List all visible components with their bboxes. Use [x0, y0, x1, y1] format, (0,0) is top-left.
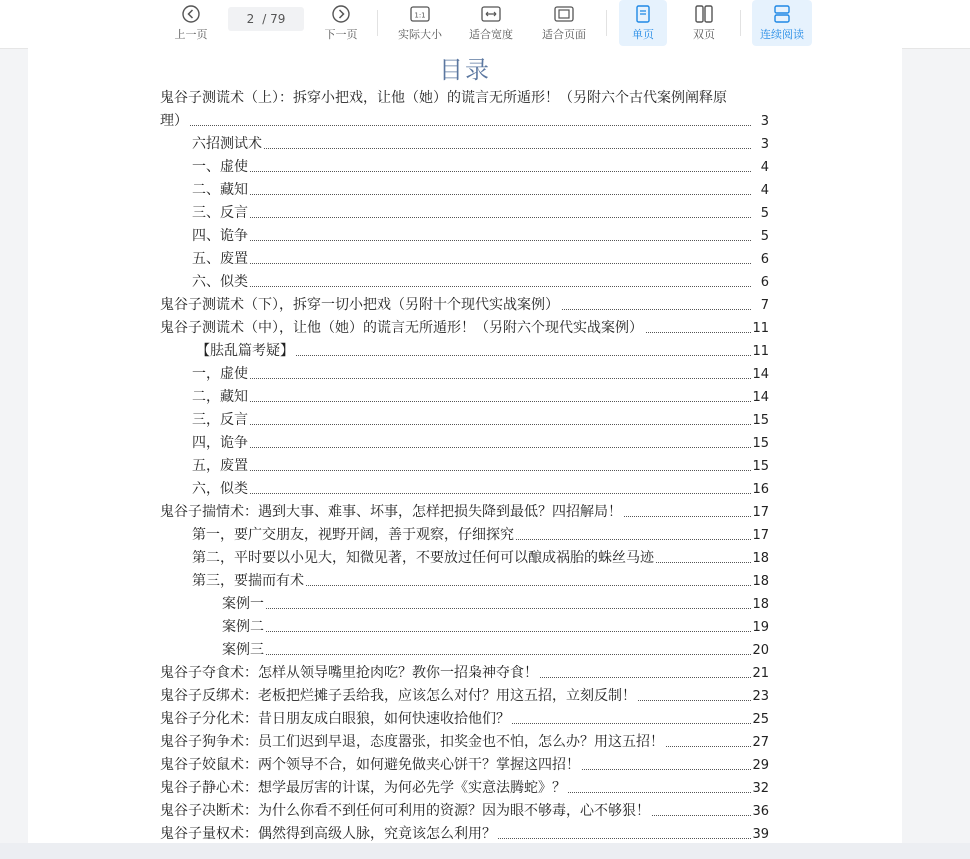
toc-entry-page: 29: [752, 754, 769, 777]
toolbar-divider: [606, 10, 607, 36]
toc-entry-text: 鬼谷子分化术：昔日朋友成白眼狼，如何快速收拾他们？: [160, 708, 512, 731]
toc-entry-page: 39: [752, 823, 769, 846]
toc-entry-text: 理）: [160, 110, 190, 133]
dot-leader: [196, 286, 751, 287]
toc-entry-text: 鬼谷子姣鼠术：两个领导不合，如何避免做夹心饼干？掌握这四招！: [160, 754, 582, 777]
total-pages: / 79: [262, 12, 286, 26]
toc-entry[interactable]: [160, 317, 769, 340]
toc-entry-text: 鬼谷子测谎术（中），让他（她）的谎言无所遁形！（另附六个现代实战案例）: [160, 317, 645, 340]
toc-entry[interactable]: [160, 524, 769, 547]
double-page-button[interactable]: [680, 0, 728, 46]
toc-entry[interactable]: [160, 386, 769, 409]
dot-leader: [196, 493, 751, 494]
toc-entry[interactable]: [160, 340, 769, 363]
toc-entry-page: 27: [752, 731, 769, 754]
toc-entry[interactable]: [160, 547, 769, 570]
dot-leader: [196, 240, 751, 241]
toc-entry-text: 一，虚使: [192, 363, 250, 386]
toc-entry-text: 六、似类: [192, 271, 250, 294]
toc-entry-page: 18: [752, 570, 769, 593]
toc-entry-page: 16: [752, 478, 769, 501]
toc-entry-page: 32: [752, 777, 769, 800]
toc-entry[interactable]: [160, 110, 769, 133]
toc-entry[interactable]: [160, 409, 769, 432]
toc-entry[interactable]: [160, 777, 769, 800]
toc-entry[interactable]: [160, 593, 769, 616]
toolbar-divider: [740, 10, 741, 36]
toc-entry-page: 4: [761, 156, 769, 179]
toc-entry-page: 5: [761, 202, 769, 225]
single-page-icon: [632, 3, 654, 25]
toc-entry[interactable]: [160, 455, 769, 478]
dot-leader: [226, 631, 751, 632]
toc-entry-text: 鬼谷子狗争术：员工们迟到早退，态度嚣张，扣奖金也不怕，怎么办？用这五招！: [160, 731, 666, 754]
double-page-icon: [693, 3, 715, 25]
toc-entry[interactable]: [160, 133, 769, 156]
toc-entry-page: 20: [752, 639, 769, 662]
next-page-label: 下一页: [324, 28, 358, 41]
toc-entry-text: 二，藏知: [192, 386, 250, 409]
toc-entry-text: 鬼谷子反绑术：老板把烂摊子丢给我，应该怎么对付？用这五招，立刻反制！: [160, 685, 638, 708]
svg-text:1:1: 1:1: [414, 11, 426, 20]
toc-entry-text: 三，反言: [192, 409, 250, 432]
toc-title: 目录: [439, 56, 491, 84]
toc-entry[interactable]: [160, 685, 769, 708]
toc-entry[interactable]: [160, 225, 769, 248]
toc-entry-page: 5: [761, 225, 769, 248]
toc-entry[interactable]: [160, 570, 769, 593]
chevron-right-icon: [330, 3, 352, 25]
continuous-reading-label: 连续阅读: [760, 28, 804, 41]
toc-entry[interactable]: [160, 202, 769, 225]
toc-entry-text: 一、虚使: [192, 156, 250, 179]
toc-entry[interactable]: [160, 754, 769, 777]
dot-leader: [196, 148, 751, 149]
toc-entry-text: 五、废置: [192, 248, 250, 271]
toc-entry-text: 第一，要广交朋友，视野开阔，善于观察，仔细探究: [192, 524, 516, 547]
dot-leader: [196, 424, 751, 425]
toc-entry[interactable]: [160, 616, 769, 639]
toc-entry[interactable]: [160, 662, 769, 685]
continuous-reading-button[interactable]: [752, 0, 812, 46]
toc-entry[interactable]: [160, 800, 769, 823]
toc-entry-page: 25: [752, 708, 769, 731]
toc-entry-text: 鬼谷子量权术：偶然得到高级人脉，究竟该怎么利用？: [160, 823, 498, 846]
dot-leader: [196, 447, 751, 448]
dot-leader: [196, 378, 751, 379]
dot-leader: [196, 194, 751, 195]
dot-leader: [196, 171, 751, 172]
toc-entry-page: 14: [752, 386, 769, 409]
toc-entry-text: 六招测试术: [192, 133, 264, 156]
prev-page-button[interactable]: [168, 0, 214, 46]
double-page-label: 双页: [693, 28, 715, 41]
dot-leader: [196, 401, 751, 402]
document-page: [28, 48, 902, 843]
bottom-bar: [0, 843, 970, 859]
toc-entry-page: 6: [761, 271, 769, 294]
continuous-reading-icon: [771, 3, 793, 25]
toc-entry-page: 18: [752, 593, 769, 616]
fit-page-button[interactable]: [534, 0, 594, 46]
dot-leader: [226, 654, 751, 655]
toc-entry-text: 二、藏知: [192, 179, 250, 202]
toc-entry-text: 第三，要揣而有术: [192, 570, 306, 593]
toc-entry-text: 四、诡争: [192, 225, 250, 248]
dot-leader: [196, 263, 751, 264]
fit-width-button[interactable]: [462, 0, 520, 46]
toc-entry-text: 三、反言: [192, 202, 250, 225]
toc-entry-page: 4: [761, 179, 769, 202]
toc-entry-page: 15: [752, 409, 769, 432]
toc-entry-page: 17: [752, 501, 769, 524]
fit-width-icon: [480, 3, 502, 25]
toc-entry[interactable]: [160, 363, 769, 386]
toc-entry-page: 17: [752, 524, 769, 547]
toc-entry[interactable]: [160, 156, 769, 179]
toc-entry-page: 23: [752, 685, 769, 708]
toc-entry-text: 鬼谷子揣情术：遇到大事、难事、坏事，怎样把损失降到最低？四招解局！: [160, 501, 624, 524]
fit-width-label: 适合宽度: [469, 28, 513, 41]
toc-entry-text: 案例二: [222, 616, 266, 639]
toc-entry-page: 14: [752, 363, 769, 386]
current-page: 2: [246, 12, 255, 26]
chevron-left-icon: [180, 3, 202, 25]
toc-entry-page: 3: [761, 133, 769, 156]
toc-entry-text: 鬼谷子夺食术：怎样从领导嘴里抢肉吃？教你一招枭神夺食！: [160, 662, 540, 685]
toc-entry-page: 21: [752, 662, 769, 685]
toc-entry-text: 【胠乱篇考疑】: [196, 340, 296, 363]
toc-entry-page: 18: [752, 547, 769, 570]
toc-entry-page: 11: [752, 340, 769, 363]
toc-entry-text: 案例一: [222, 593, 266, 616]
actual-size-label: 实际大小: [398, 28, 442, 41]
single-page-label: 单页: [632, 28, 654, 41]
toc-entry-text: 五，废置: [192, 455, 250, 478]
toc-entry-page: 6: [761, 248, 769, 271]
toc-entry-text: 鬼谷子决断术：为什么你看不到任何可利用的资源？因为眼不够毒，心不够狠！: [160, 800, 652, 823]
next-page-button[interactable]: [318, 0, 364, 46]
toc-entry-page: 11: [752, 317, 769, 340]
toc-entry-page: 15: [752, 432, 769, 455]
dot-leader: [196, 470, 751, 471]
toolbar: [0, 0, 970, 49]
toc-entry-text: 第二，平时要以小见大，知微见著，不要放过任何可以酿成祸胎的蛛丝马迹: [192, 547, 656, 570]
single-page-button[interactable]: [619, 0, 667, 46]
prev-page-label: 上一页: [174, 28, 208, 41]
toc-entry-text: 四，诡争: [192, 432, 250, 455]
toc-entry-text: 六，似类: [192, 478, 250, 501]
toc-entry[interactable]: [160, 708, 769, 731]
toc-entry-page: 36: [752, 800, 769, 823]
toc-entry[interactable]: [160, 271, 769, 294]
toc-entry[interactable]: [160, 478, 769, 501]
fit-page-label: 适合页面: [542, 28, 586, 41]
toc-entry-page: 15: [752, 455, 769, 478]
dot-leader: [196, 217, 751, 218]
toc-entry[interactable]: [160, 432, 769, 455]
toc-entry[interactable]: [160, 501, 769, 524]
toc-entry-text: 鬼谷子静心术：想学最厉害的计谋，为何必先学《实意法腾蛇》？: [160, 777, 568, 800]
toc-entry-text: 鬼谷子测谎术（下），拆穿一切小把戏（另附十个现代实战案例）: [160, 294, 561, 317]
toc-entry[interactable]: [160, 179, 769, 202]
toc-entry-page: 7: [761, 294, 769, 317]
toc-entry-page: 19: [752, 616, 769, 639]
dot-leader: [184, 125, 751, 126]
toolbar-divider: [377, 10, 378, 36]
toc-entry[interactable]: [160, 248, 769, 271]
toc-entry-text: 案例三: [222, 639, 266, 662]
page-number-input[interactable]: [228, 7, 304, 31]
actual-size-icon: [409, 3, 431, 25]
toc-entry[interactable]: [160, 294, 769, 317]
fit-page-icon: [553, 3, 575, 25]
toc-entry[interactable]: [160, 639, 769, 662]
dot-leader: [226, 608, 751, 609]
toc-entry[interactable]: [160, 731, 769, 754]
toc-entry-page: 3: [761, 110, 769, 133]
toc-entry-line1[interactable]: 鬼谷子测谎术（上）：拆穿小把戏，让他（她）的谎言无所遁形！（另附六个古代案例阐释原: [160, 90, 727, 106]
actual-size-button[interactable]: [392, 0, 448, 46]
